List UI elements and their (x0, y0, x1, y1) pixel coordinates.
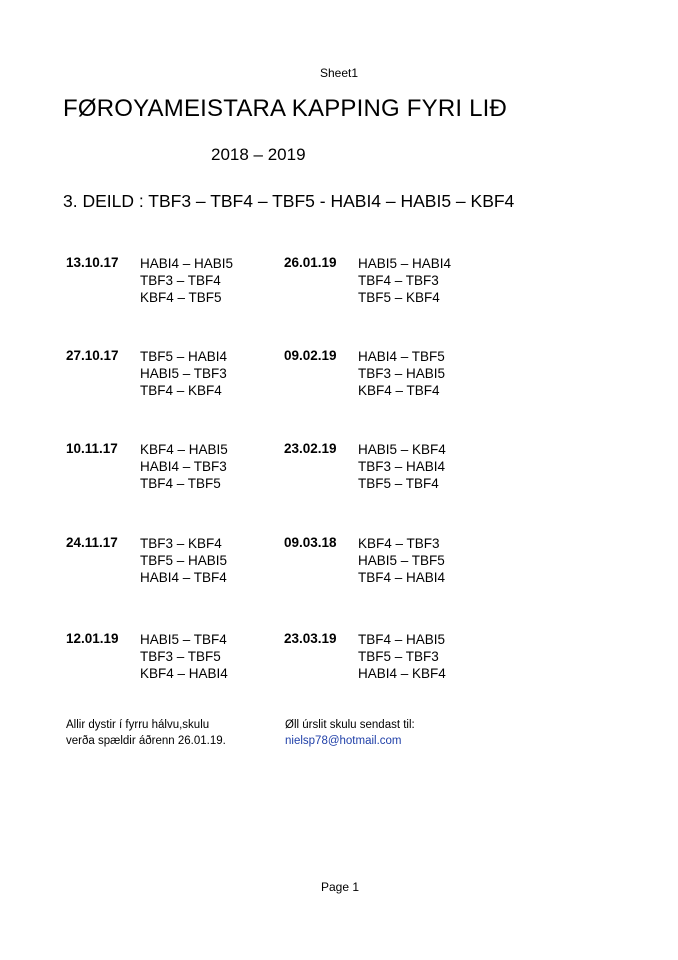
match-item: HABI5 – KBF4 (358, 442, 446, 457)
fixture-round (284, 348, 484, 404)
match-item: HABI5 – TBF4 (140, 632, 227, 647)
match-item: HABI4 – TBF4 (140, 570, 227, 585)
match-item: KBF4 – TBF5 (140, 290, 222, 305)
fixture-round (284, 535, 484, 591)
division-heading: 3. DEILD : TBF3 – TBF4 – TBF5 - HABI4 – HABI5 – KBF4 (63, 191, 515, 211)
fixture-round (66, 255, 266, 311)
round-date: 12.01.19 (66, 631, 119, 646)
round-date: 23.03.19 (284, 631, 337, 646)
sheet-label: Sheet1 (320, 66, 359, 80)
match-item: TBF4 – HABI4 (358, 570, 446, 585)
match-item: KBF4 – TBF4 (358, 383, 440, 398)
match-item: TBF4 – TBF5 (140, 476, 221, 491)
deadline-note (66, 717, 226, 749)
match-item: HABI5 – TBF3 (140, 366, 227, 381)
deadline-note-line: verða spældir áðrenn 26.01.19. (66, 735, 226, 747)
match-item: TBF4 – KBF4 (140, 383, 222, 398)
match-item: TBF5 – HABI5 (140, 553, 228, 568)
fixture-round (66, 631, 266, 687)
match-item: KBF4 – HABI4 (140, 666, 228, 681)
match-item: TBF3 – TBF5 (140, 649, 221, 664)
fixture-round (66, 441, 266, 497)
match-item: TBF3 – HABI5 (358, 366, 446, 381)
match-item: TBF5 – HABI4 (140, 349, 228, 364)
round-date: 27.10.17 (66, 348, 119, 363)
fixture-round (284, 631, 484, 687)
deadline-note-line: Allir dystir í fyrru hálvu,skulu (66, 719, 210, 731)
match-item: HABI4 – TBF5 (358, 349, 445, 364)
round-date: 09.02.19 (284, 348, 337, 363)
fixture-round (66, 348, 266, 404)
results-contact-note (285, 717, 415, 749)
match-item: TBF3 – HABI4 (358, 459, 446, 474)
round-date: 23.02.19 (284, 441, 337, 456)
round-date: 09.03.18 (284, 535, 337, 550)
email-link[interactable]: nielsp78@hotmail.com (285, 735, 402, 747)
match-item: HABI5 – TBF5 (358, 553, 445, 568)
round-date: 24.11.17 (66, 535, 118, 550)
match-item: KBF4 – HABI5 (140, 442, 228, 457)
match-item: TBF5 – TBF4 (358, 476, 439, 491)
results-note-line: Øll úrslit skulu sendast til: (285, 719, 415, 731)
page-title: FØROYAMEISTARA KAPPING FYRI LIÐ (63, 95, 508, 122)
match-item: KBF4 – TBF3 (358, 536, 440, 551)
match-item: TBF4 – TBF3 (358, 273, 439, 288)
round-date: 13.10.17 (66, 255, 119, 270)
fixture-round (284, 441, 484, 497)
match-item: HABI4 – KBF4 (358, 666, 446, 681)
fixture-round (66, 535, 266, 591)
match-item: HABI4 – HABI5 (140, 256, 234, 271)
match-item: TBF3 – KBF4 (140, 536, 222, 551)
round-date: 26.01.19 (284, 255, 337, 270)
match-item: TBF5 – TBF3 (358, 649, 439, 664)
round-date: 10.11.17 (66, 441, 118, 456)
match-item: TBF3 – TBF4 (140, 273, 221, 288)
match-item: HABI4 – TBF3 (140, 459, 227, 474)
season-label: 2018 – 2019 (211, 145, 306, 164)
match-item: TBF5 – KBF4 (358, 290, 440, 305)
match-item: TBF4 – HABI5 (358, 632, 446, 647)
match-item: HABI5 – HABI4 (358, 256, 452, 271)
fixture-round (284, 255, 484, 311)
page-number: Page 1 (321, 880, 360, 894)
